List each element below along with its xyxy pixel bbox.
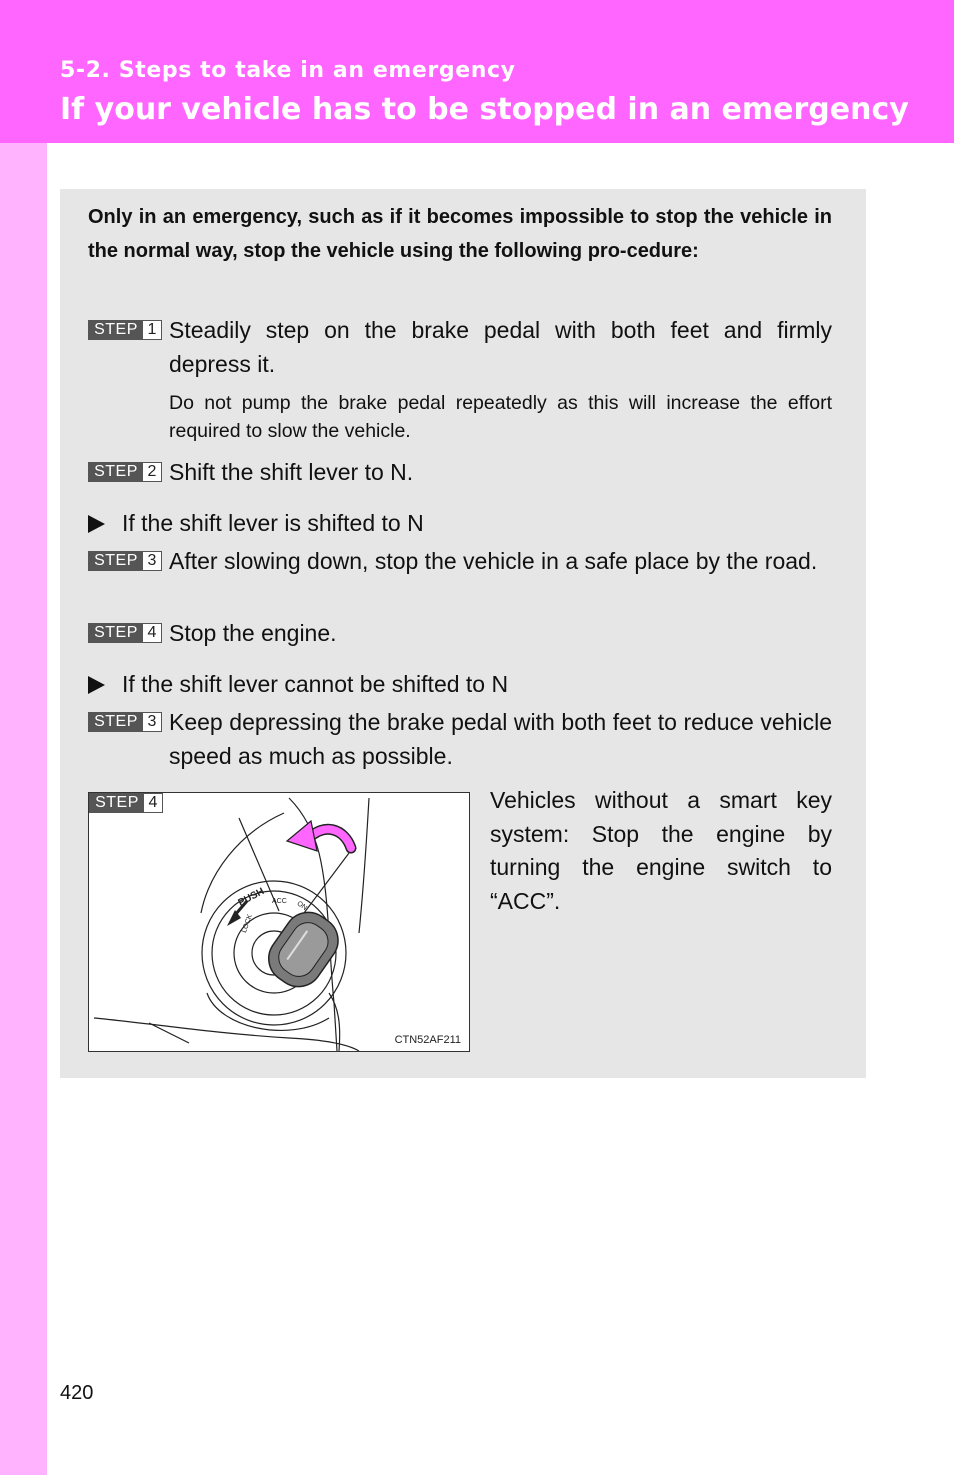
page-number: 420 — [60, 1382, 94, 1404]
step-badge-label: STEP — [89, 463, 143, 481]
case-heading-not-shifted — [88, 671, 508, 698]
step-badge-label: STEP — [89, 624, 143, 642]
figure-code: CTN52AF211 — [394, 1034, 461, 1046]
step-badge-4a — [88, 623, 162, 643]
case-heading-shifted — [88, 510, 424, 537]
step-badge-label: STEP — [89, 321, 143, 339]
lock-label: LOCK — [240, 913, 255, 934]
procedure-panel — [60, 189, 866, 1078]
step-badge-4b — [89, 793, 163, 813]
acc-label: ACC — [272, 898, 287, 905]
step-badge-number: 3 — [143, 713, 161, 731]
step-badge-number: 4 — [143, 624, 161, 642]
section-heading: 5-2. Steps to take in an emergency — [60, 58, 516, 83]
on-label: ON — [295, 900, 309, 913]
triangle-bullet-icon — [88, 515, 105, 533]
case-title: If the shift lever cannot be shifted to N — [122, 671, 509, 697]
intro-text: Only in an emergency, such as if it becomes impossible to stop the vehicle in the normal way, stop the vehicle using the following pro-cedure: — [88, 206, 832, 262]
step-2-text: Shift the shift lever to N. — [169, 459, 414, 485]
step-badge-number: 1 — [143, 321, 161, 339]
engine-switch-illustration — [89, 793, 469, 1051]
step-badge-3b — [88, 712, 162, 732]
step-badge-label: STEP — [89, 713, 143, 731]
step-badge-3a — [88, 551, 162, 571]
step-1-text: Steadily step on the brake pedal with both feet and firmly depress it. — [169, 317, 832, 377]
step-4a-text: Stop the engine. — [169, 620, 337, 646]
engine-switch-figure — [88, 792, 470, 1052]
step-badge-number: 2 — [143, 463, 161, 481]
page-title: If your vehicle has to be stopped in an emergency — [60, 92, 909, 127]
step-badge-number: 3 — [143, 552, 161, 570]
step-3a-text: After slowing down, stop the vehicle in a safe place by the road. — [169, 548, 818, 574]
push-label: PUSH — [236, 886, 267, 909]
step-badge-1 — [88, 320, 162, 340]
step-badge-2 — [88, 462, 162, 482]
case-title: If the shift lever is shifted to N — [122, 510, 424, 536]
step-badge-number: 4 — [144, 794, 162, 812]
side-tab — [0, 143, 47, 1475]
step-1-note: Do not pump the brake pedal repeatedly as this will increase the effort required to slow the vehicle. — [169, 392, 832, 442]
header-bar — [0, 0, 954, 143]
step-badge-label: STEP — [89, 552, 143, 570]
step-3b-text: Keep depressing the brake pedal with both feet to reduce vehicle speed as much as possible. — [169, 709, 832, 769]
step-badge-label: STEP — [90, 794, 144, 812]
triangle-bullet-icon — [88, 676, 105, 694]
step-4b-text: Vehicles without a smart key system: Stop the engine by turning the engine switch to “ACC”. — [490, 787, 832, 914]
